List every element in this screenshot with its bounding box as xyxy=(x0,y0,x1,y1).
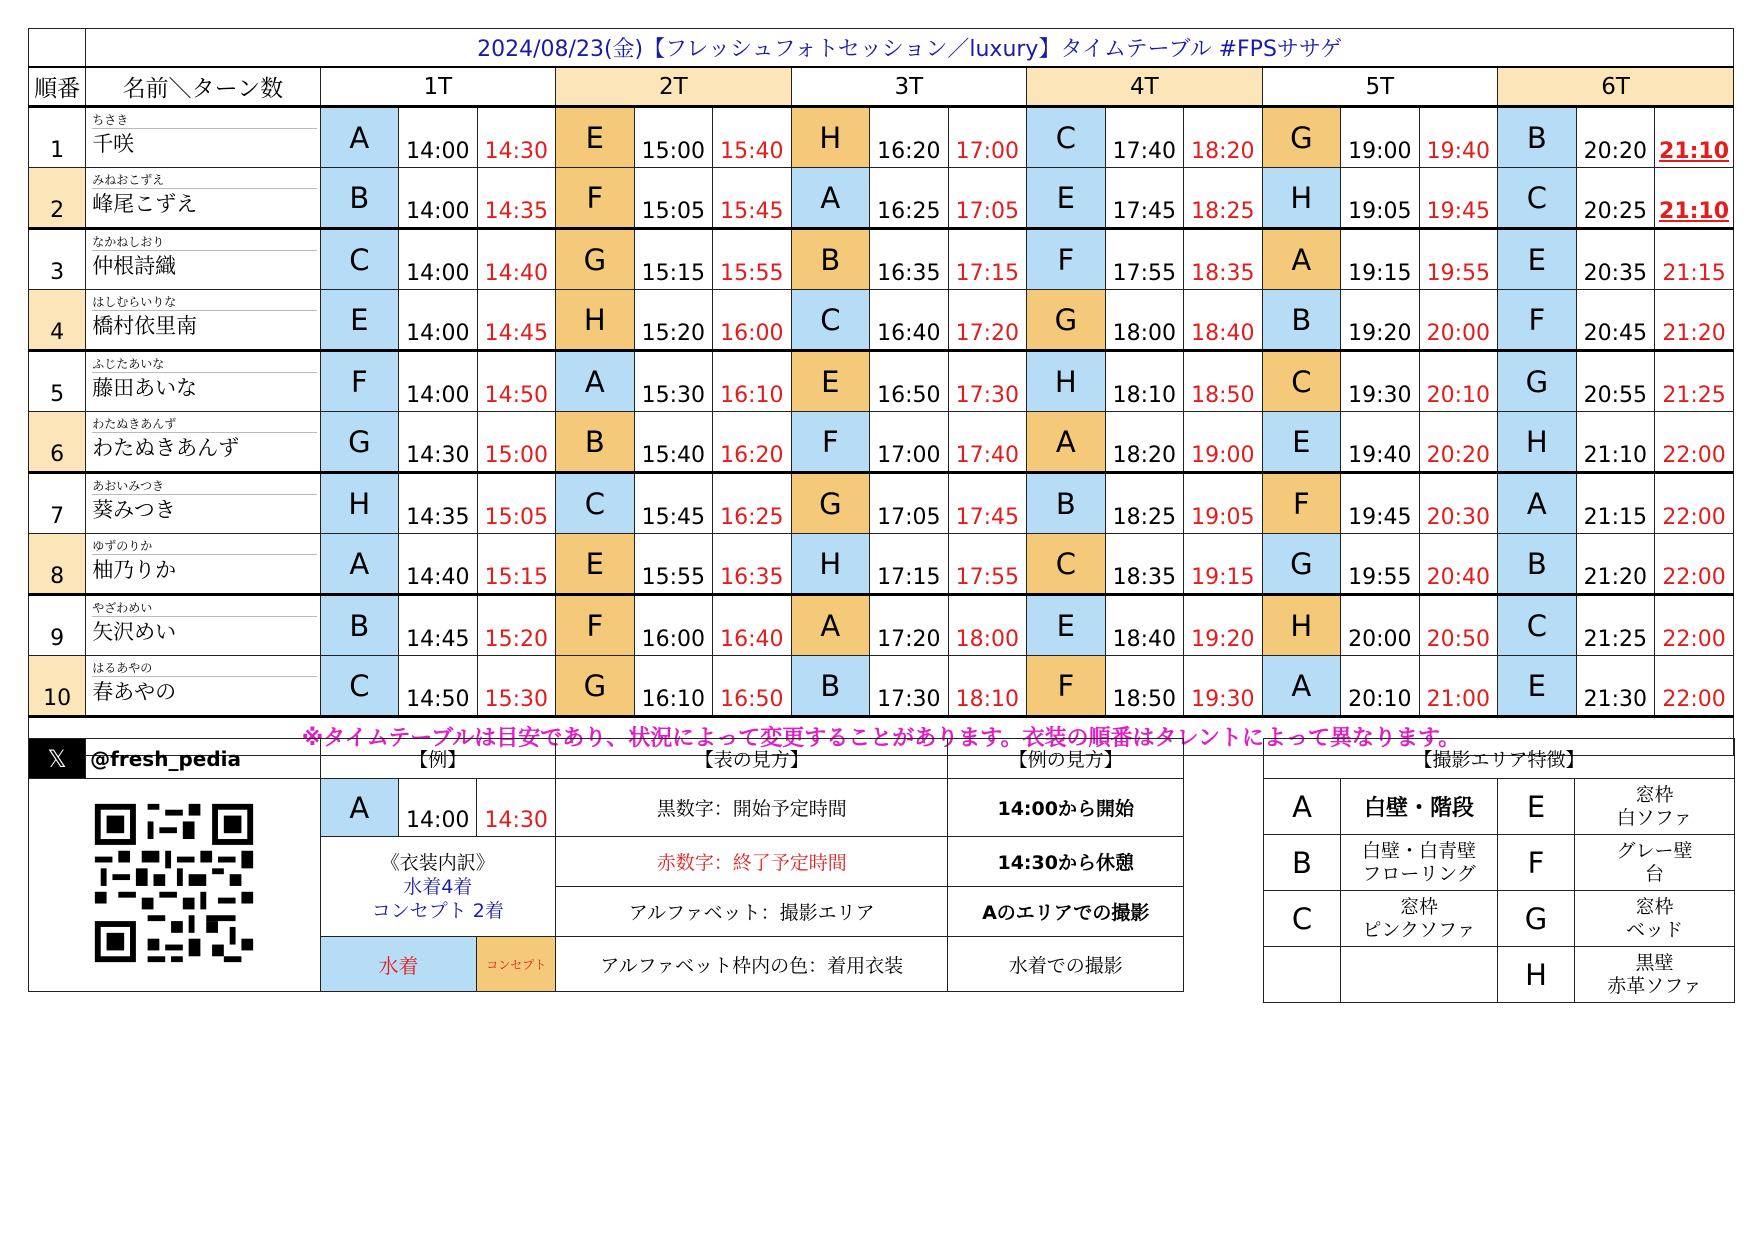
area-cell: C xyxy=(1498,168,1577,229)
x-logo-icon: 𝕏 xyxy=(29,739,86,779)
start-time: 15:00 xyxy=(634,107,713,168)
end-time: 22:00 xyxy=(1655,412,1734,473)
table-row xyxy=(29,412,1734,473)
name-furigana: はしむらいりな xyxy=(92,290,317,311)
area-cell: B xyxy=(1027,473,1106,534)
start-time: 15:45 xyxy=(634,473,713,534)
turn-header-6: 6T xyxy=(1498,67,1734,107)
area-description xyxy=(1575,947,1735,1003)
start-time: 17:45 xyxy=(1105,168,1184,229)
order-number: 1 xyxy=(29,107,86,168)
start-time: 20:20 xyxy=(1576,107,1655,168)
area-key: B xyxy=(1264,835,1341,891)
end-time: 16:35 xyxy=(713,534,792,595)
end-time: 17:55 xyxy=(948,534,1027,595)
end-time: 15:45 xyxy=(713,168,792,229)
end-time: 19:20 xyxy=(1184,595,1263,656)
table-row xyxy=(29,656,1734,717)
start-time: 17:55 xyxy=(1105,229,1184,290)
area-key xyxy=(1264,947,1341,1003)
table-row xyxy=(29,351,1734,412)
area-cell: F xyxy=(320,351,399,412)
area-cell: E xyxy=(1498,229,1577,290)
turn-header-4: 4T xyxy=(1027,67,1263,107)
end-time: 14:30 xyxy=(477,107,556,168)
start-time: 15:15 xyxy=(634,229,713,290)
area-description-line: ベッド xyxy=(1626,918,1684,941)
table-row xyxy=(29,229,1734,290)
area-cell: E xyxy=(556,534,635,595)
area-cell: B xyxy=(320,595,399,656)
area-cell: E xyxy=(1027,595,1106,656)
area-cell: B xyxy=(1262,290,1341,351)
area-cell: A xyxy=(1027,412,1106,473)
area-description xyxy=(1341,947,1498,1003)
start-time: 16:00 xyxy=(634,595,713,656)
black-number-example: 14:00から開始 xyxy=(948,779,1184,837)
end-time: 20:30 xyxy=(1419,473,1498,534)
area-cell: E xyxy=(1262,412,1341,473)
end-time: 15:15 xyxy=(477,534,556,595)
start-time: 19:45 xyxy=(1341,473,1420,534)
area-description-line: グレー壁 xyxy=(1616,839,1693,862)
area-features-title: 【撮影エリア特徴】 xyxy=(1264,739,1735,779)
end-time: 15:55 xyxy=(713,229,792,290)
area-cell: F xyxy=(1262,473,1341,534)
start-time: 17:05 xyxy=(870,473,949,534)
order-number: 7 xyxy=(29,473,86,534)
area-cell: C xyxy=(1498,595,1577,656)
start-time: 16:10 xyxy=(634,656,713,717)
title-corner xyxy=(29,29,86,68)
area-cell: C xyxy=(320,229,399,290)
end-time: 15:00 xyxy=(477,412,556,473)
talent-name: 矢沢めい xyxy=(92,620,177,644)
area-cell: A xyxy=(1498,473,1577,534)
area-key: C xyxy=(1264,891,1341,947)
breakdown-title: 《衣装内訳》 xyxy=(380,851,495,874)
end-time: 17:15 xyxy=(948,229,1027,290)
order-number: 3 xyxy=(29,229,86,290)
end-time: 15:40 xyxy=(713,107,792,168)
area-cell: G xyxy=(556,229,635,290)
start-time: 19:40 xyxy=(1341,412,1420,473)
area-cell: B xyxy=(320,168,399,229)
turn-header-1: 1T xyxy=(320,67,556,107)
area-description-line: 窓枠 xyxy=(1635,895,1674,918)
qr-code[interactable] xyxy=(29,779,321,992)
turn-header-3: 3T xyxy=(791,67,1027,107)
area-cell: H xyxy=(791,534,870,595)
area-cell: A xyxy=(1262,229,1341,290)
area-cell: H xyxy=(1262,595,1341,656)
area-cell: G xyxy=(320,412,399,473)
end-time: 21:10 xyxy=(1655,107,1734,168)
area-cell: H xyxy=(320,473,399,534)
area-cell: H xyxy=(1027,351,1106,412)
name-furigana: ゆずのりか xyxy=(92,534,317,555)
area-cell: A xyxy=(320,107,399,168)
name-furigana: みねおこずえ xyxy=(92,168,317,189)
area-description xyxy=(1341,835,1498,891)
red-number-example: 14:30から休憩 xyxy=(948,837,1184,887)
end-time: 17:30 xyxy=(948,351,1027,412)
area-key: G xyxy=(1498,891,1575,947)
area-cell: B xyxy=(1498,107,1577,168)
area-cell: G xyxy=(1262,107,1341,168)
end-time: 16:20 xyxy=(713,412,792,473)
talent-name-cell xyxy=(86,290,320,351)
end-time: 15:05 xyxy=(477,473,556,534)
start-time: 15:20 xyxy=(634,290,713,351)
area-cell: G xyxy=(1027,290,1106,351)
end-time: 18:35 xyxy=(1184,229,1263,290)
area-key: H xyxy=(1498,947,1575,1003)
talent-name: わたぬきあんず xyxy=(92,436,240,460)
end-time: 19:30 xyxy=(1184,656,1263,717)
end-time: 21:15 xyxy=(1655,229,1734,290)
timetable xyxy=(28,28,1734,756)
end-time: 17:05 xyxy=(948,168,1027,229)
example-header: 【例】 xyxy=(320,739,555,779)
start-time: 17:40 xyxy=(1105,107,1184,168)
area-cell: F xyxy=(791,412,870,473)
start-time: 16:50 xyxy=(870,351,949,412)
start-time: 18:50 xyxy=(1105,656,1184,717)
color-desc: アルファベット枠内の色：着用衣装 xyxy=(556,937,948,992)
area-cell: E xyxy=(556,107,635,168)
end-time: 21:00 xyxy=(1419,656,1498,717)
start-time: 19:15 xyxy=(1341,229,1420,290)
start-time: 19:20 xyxy=(1341,290,1420,351)
area-description-line: 白ソファ xyxy=(1616,806,1693,829)
area-description: 白壁・階段 xyxy=(1341,779,1498,835)
turn-header-5: 5T xyxy=(1262,67,1498,107)
end-time: 18:10 xyxy=(948,656,1027,717)
end-time: 19:40 xyxy=(1419,107,1498,168)
name-header: 名前＼ターン数 xyxy=(86,67,320,107)
start-time: 18:35 xyxy=(1105,534,1184,595)
end-time: 14:50 xyxy=(477,351,556,412)
alphabet-desc: アルファベット：撮影エリア xyxy=(556,887,948,937)
start-time: 16:40 xyxy=(870,290,949,351)
start-time: 21:15 xyxy=(1576,473,1655,534)
end-time: 18:50 xyxy=(1184,351,1263,412)
order-number: 6 xyxy=(29,412,86,473)
area-cell: A xyxy=(791,595,870,656)
area-cell: B xyxy=(791,229,870,290)
start-time: 14:40 xyxy=(399,534,478,595)
start-time: 19:55 xyxy=(1341,534,1420,595)
start-time: 20:10 xyxy=(1341,656,1420,717)
end-time: 19:05 xyxy=(1184,473,1263,534)
end-time: 19:00 xyxy=(1184,412,1263,473)
talent-name: 橋村依里南 xyxy=(92,314,198,338)
area-description xyxy=(1575,835,1735,891)
table-row xyxy=(29,290,1734,351)
talent-name-cell xyxy=(86,534,320,595)
x-handle[interactable]: @fresh_pedia xyxy=(86,739,320,779)
order-number: 5 xyxy=(29,351,86,412)
end-time: 15:30 xyxy=(477,656,556,717)
legend-table xyxy=(28,738,1184,992)
area-cell: A xyxy=(320,534,399,595)
end-time: 20:10 xyxy=(1419,351,1498,412)
area-description-line: 台 xyxy=(1645,862,1665,885)
area-features-table xyxy=(1263,738,1735,1003)
area-description-line: 白壁・白青壁 xyxy=(1361,839,1476,862)
area-cell: F xyxy=(1027,656,1106,717)
area-cell: F xyxy=(556,595,635,656)
start-time: 18:20 xyxy=(1105,412,1184,473)
example-start-time: 14:00 xyxy=(399,779,477,837)
start-time: 21:10 xyxy=(1576,412,1655,473)
talent-name: 柚乃りか xyxy=(92,558,177,582)
area-cell: A xyxy=(791,168,870,229)
black-number-desc: 黒数字：開始予定時間 xyxy=(556,779,948,837)
area-cell: B xyxy=(1498,534,1577,595)
end-time: 21:25 xyxy=(1655,351,1734,412)
area-description-line: 窓枠 xyxy=(1635,783,1674,806)
area-cell: C xyxy=(1027,534,1106,595)
name-furigana: なかねしおり xyxy=(92,230,317,251)
end-time: 16:50 xyxy=(713,656,792,717)
end-time: 21:20 xyxy=(1655,290,1734,351)
start-time: 14:00 xyxy=(399,351,478,412)
breakdown-swimsuit: 水着4着 xyxy=(403,875,473,898)
talent-name: 千咲 xyxy=(92,132,135,156)
end-time: 19:55 xyxy=(1419,229,1498,290)
start-time: 14:00 xyxy=(399,290,478,351)
end-time: 20:00 xyxy=(1419,290,1498,351)
area-cell: E xyxy=(1027,168,1106,229)
turn-header-2: 2T xyxy=(556,67,792,107)
talent-name-cell xyxy=(86,473,320,534)
start-time: 14:50 xyxy=(399,656,478,717)
talent-name-cell xyxy=(86,656,320,717)
qr-code-icon xyxy=(89,798,259,968)
order-number: 8 xyxy=(29,534,86,595)
start-time: 14:30 xyxy=(399,412,478,473)
talent-name-cell xyxy=(86,412,320,473)
area-cell: C xyxy=(1262,351,1341,412)
end-time: 14:35 xyxy=(477,168,556,229)
start-time: 17:30 xyxy=(870,656,949,717)
area-key: A xyxy=(1264,779,1341,835)
area-description-line: ピンクソファ xyxy=(1362,918,1476,941)
area-description-line: 窓枠 xyxy=(1399,895,1438,918)
talent-name-cell xyxy=(86,107,320,168)
talent-name: 春あやの xyxy=(92,680,177,704)
end-time: 20:20 xyxy=(1419,412,1498,473)
name-furigana: はるあやの xyxy=(92,656,317,677)
start-time: 17:00 xyxy=(870,412,949,473)
end-time: 21:10 xyxy=(1655,168,1734,229)
area-cell: A xyxy=(1262,656,1341,717)
start-time: 14:00 xyxy=(399,168,478,229)
breakdown-concept: コンセプト 2着 xyxy=(371,899,504,922)
start-time: 21:20 xyxy=(1576,534,1655,595)
area-cell: B xyxy=(791,656,870,717)
area-cell: B xyxy=(556,412,635,473)
name-furigana: やざわめい xyxy=(92,596,317,617)
area-cell: F xyxy=(1498,290,1577,351)
talent-name-cell xyxy=(86,351,320,412)
swimsuit-swatch: 水着 xyxy=(320,937,477,992)
start-time: 19:00 xyxy=(1341,107,1420,168)
talent-name-cell xyxy=(86,229,320,290)
area-cell: G xyxy=(556,656,635,717)
end-time: 17:45 xyxy=(948,473,1027,534)
end-time: 16:00 xyxy=(713,290,792,351)
end-time: 17:40 xyxy=(948,412,1027,473)
name-furigana: ちさき xyxy=(92,108,317,129)
red-number-desc: 赤数字：終了予定時間 xyxy=(556,837,948,887)
order-header: 順番 xyxy=(29,67,86,107)
talent-name: 葵みつき xyxy=(92,498,176,522)
concept-swatch: コンセプト xyxy=(477,937,556,992)
area-cell: G xyxy=(1498,351,1577,412)
area-cell: C xyxy=(791,290,870,351)
area-cell: H xyxy=(1498,412,1577,473)
start-time: 19:30 xyxy=(1341,351,1420,412)
table-row xyxy=(29,168,1734,229)
start-time: 18:10 xyxy=(1105,351,1184,412)
table-row xyxy=(29,595,1734,656)
area-description xyxy=(1575,779,1735,835)
table-row xyxy=(29,534,1734,595)
color-example: 水着での撮影 xyxy=(948,937,1184,992)
talent-name: 藤田あいな xyxy=(92,376,198,400)
name-furigana: ふじたあいな xyxy=(92,352,317,373)
start-time: 14:35 xyxy=(399,473,478,534)
area-cell: C xyxy=(320,656,399,717)
name-furigana: わたぬきあんず xyxy=(92,412,317,433)
area-cell: A xyxy=(556,351,635,412)
page-title: 2024/08/23(金)【フレッシュフォトセッション／luxury】タイムテーブル #FPSササゲ xyxy=(86,29,1734,68)
area-key: F xyxy=(1498,835,1575,891)
start-time: 20:00 xyxy=(1341,595,1420,656)
end-time: 22:00 xyxy=(1655,656,1734,717)
table-row xyxy=(29,473,1734,534)
area-cell: E xyxy=(320,290,399,351)
start-time: 17:20 xyxy=(870,595,949,656)
start-time: 17:15 xyxy=(870,534,949,595)
area-description xyxy=(1341,891,1498,947)
start-time: 16:25 xyxy=(870,168,949,229)
start-time: 20:45 xyxy=(1576,290,1655,351)
start-time: 20:35 xyxy=(1576,229,1655,290)
end-time: 14:40 xyxy=(477,229,556,290)
end-time: 18:40 xyxy=(1184,290,1263,351)
alphabet-example: Aのエリアでの撮影 xyxy=(948,887,1184,937)
talent-name-cell xyxy=(86,595,320,656)
area-cell: G xyxy=(1262,534,1341,595)
area-cell: E xyxy=(791,351,870,412)
start-time: 20:55 xyxy=(1576,351,1655,412)
end-time: 20:50 xyxy=(1419,595,1498,656)
end-time: 22:00 xyxy=(1655,473,1734,534)
talent-name: 峰尾こずえ xyxy=(92,192,198,216)
end-time: 16:40 xyxy=(713,595,792,656)
start-time: 14:00 xyxy=(399,229,478,290)
start-time: 20:25 xyxy=(1576,168,1655,229)
end-time: 18:00 xyxy=(948,595,1027,656)
end-time: 16:25 xyxy=(713,473,792,534)
area-key: E xyxy=(1498,779,1575,835)
area-cell: H xyxy=(556,290,635,351)
end-time: 15:20 xyxy=(477,595,556,656)
example-end-time: 14:30 xyxy=(477,779,556,837)
start-time: 18:25 xyxy=(1105,473,1184,534)
end-time: 18:20 xyxy=(1184,107,1263,168)
start-time: 15:40 xyxy=(634,412,713,473)
talent-name-cell xyxy=(86,168,320,229)
area-description-line: フローリング xyxy=(1362,862,1476,885)
end-time: 20:40 xyxy=(1419,534,1498,595)
start-time: 16:20 xyxy=(870,107,949,168)
end-time: 14:45 xyxy=(477,290,556,351)
area-description xyxy=(1575,891,1735,947)
area-cell: C xyxy=(1027,107,1106,168)
area-cell: F xyxy=(556,168,635,229)
start-time: 19:05 xyxy=(1341,168,1420,229)
talent-name: 仲根詩織 xyxy=(92,254,177,278)
area-cell: C xyxy=(556,473,635,534)
start-time: 15:30 xyxy=(634,351,713,412)
area-description-line: 赤革ソファ xyxy=(1607,974,1702,997)
start-time: 15:55 xyxy=(634,534,713,595)
area-cell: F xyxy=(1027,229,1106,290)
name-furigana: あおいみつき xyxy=(92,474,317,495)
end-time: 19:45 xyxy=(1419,168,1498,229)
end-time: 16:10 xyxy=(713,351,792,412)
order-number: 10 xyxy=(29,656,86,717)
area-cell: H xyxy=(1262,168,1341,229)
start-time: 18:00 xyxy=(1105,290,1184,351)
table-guide-header: 【表の見方】 xyxy=(556,739,948,779)
table-row xyxy=(29,107,1734,168)
end-time: 17:00 xyxy=(948,107,1027,168)
example-area-cell: A xyxy=(320,779,398,837)
area-cell: H xyxy=(791,107,870,168)
start-time: 21:25 xyxy=(1576,595,1655,656)
order-number: 4 xyxy=(29,290,86,351)
area-description-line: 黒壁 xyxy=(1635,951,1674,974)
start-time: 14:45 xyxy=(399,595,478,656)
start-time: 14:00 xyxy=(399,107,478,168)
end-time: 22:00 xyxy=(1655,534,1734,595)
end-time: 22:00 xyxy=(1655,595,1734,656)
start-time: 21:30 xyxy=(1576,656,1655,717)
start-time: 18:40 xyxy=(1105,595,1184,656)
disclaimer-note: ※タイムテーブルは目安であり、状況によって変更することがあります。衣装の順番はタレントによって異なります。 xyxy=(29,717,1734,756)
costume-breakdown xyxy=(320,837,555,937)
example-guide-header: 【例の見方】 xyxy=(948,739,1184,779)
end-time: 19:15 xyxy=(1184,534,1263,595)
order-number: 2 xyxy=(29,168,86,229)
start-time: 15:05 xyxy=(634,168,713,229)
end-time: 18:25 xyxy=(1184,168,1263,229)
area-cell: E xyxy=(1498,656,1577,717)
order-number: 9 xyxy=(29,595,86,656)
end-time: 17:20 xyxy=(948,290,1027,351)
area-cell: G xyxy=(791,473,870,534)
start-time: 16:35 xyxy=(870,229,949,290)
